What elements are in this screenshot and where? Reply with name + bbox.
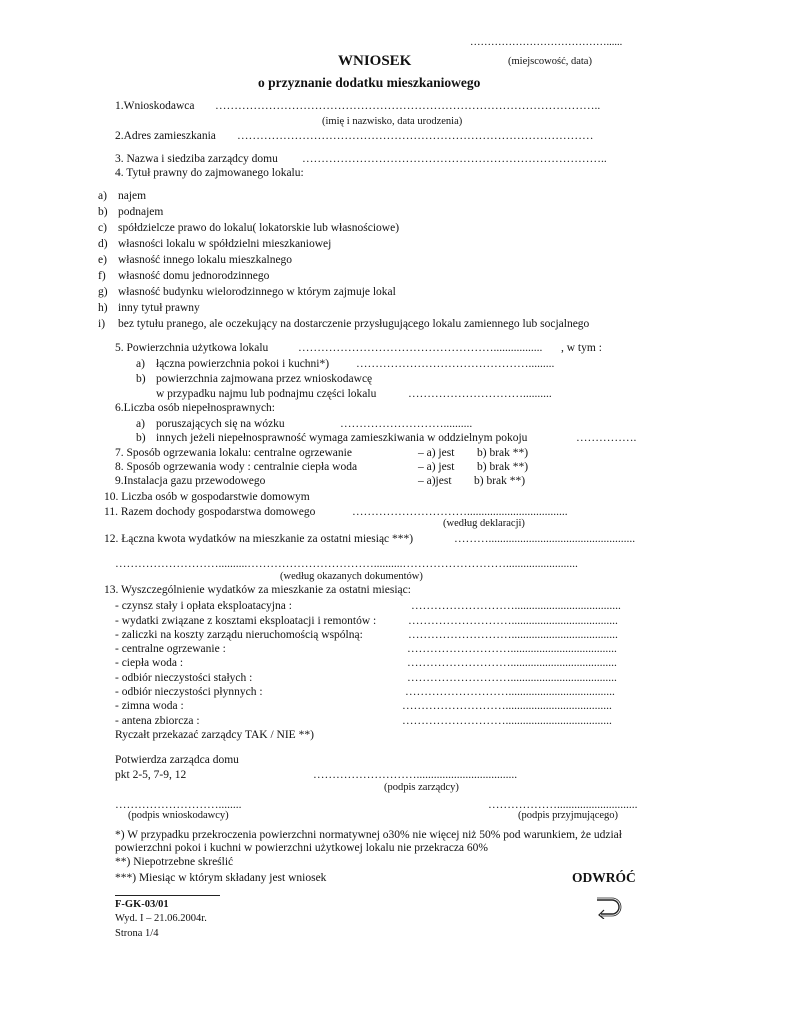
form-page: Strona 1/4 bbox=[115, 928, 159, 939]
q6-label: 6.Liczba osób niepełnosprawnych: bbox=[115, 402, 275, 414]
option-letter: g) bbox=[98, 286, 108, 298]
option-text: własność innego lokalu mieszkalnego bbox=[118, 254, 293, 266]
option-letter: h) bbox=[98, 302, 108, 314]
income-field[interactable]: …………………………................................... bbox=[352, 506, 568, 518]
q6b-letter: b) bbox=[136, 432, 146, 444]
applicant-area-field[interactable]: ………………………….......... bbox=[408, 388, 552, 400]
q11-caption: (według deklaracji) bbox=[443, 518, 525, 529]
form-edition: Wyd. I – 21.06.2004r. bbox=[115, 913, 207, 924]
rooms-area-field[interactable]: ………………………………………......... bbox=[356, 358, 555, 370]
q6a-letter: a) bbox=[136, 418, 145, 430]
option-letter: c) bbox=[98, 222, 107, 234]
footnote-1: *) W przypadku przekroczenia powierzchni normatywnej o30% nie więcej niż 50% pod warunkiem, że udział bbox=[115, 829, 622, 841]
option-letter: i) bbox=[98, 318, 106, 330]
q4-option[interactable] bbox=[98, 190, 147, 203]
turn-over-label: ODWRÓĆ bbox=[572, 870, 636, 885]
place-date-line[interactable]: …………………………………...... bbox=[470, 37, 623, 48]
q9-label: 9.Instalacja gazu przewodowego bbox=[115, 475, 266, 487]
manager-signature-field[interactable]: ………………………................................... bbox=[313, 769, 518, 781]
q2-label: 2.Adres zamieszkania bbox=[115, 130, 216, 142]
q7-option-yes[interactable]: – a) jest bbox=[418, 447, 455, 459]
expense-label: - centralne ogrzewanie : bbox=[115, 643, 226, 655]
option-text: bez tytułu pranego, ale oczekujący na dostarczenie przysługującego lokalu zamiennego lub socjalnego bbox=[118, 318, 590, 330]
lump-sum-choice[interactable]: Ryczałt przekazać zarządcy TAK / NIE **) bbox=[115, 729, 314, 741]
expense-field[interactable]: ………………………..................................... bbox=[407, 657, 617, 669]
footnote-1-cont: powierzchni pokoi i kuchni w powierzchni użytkowej lokalu nie przekracza 60% bbox=[115, 842, 488, 854]
applicant-field[interactable]: ……………………………………………………………………………………….. bbox=[215, 100, 601, 112]
option-text: inny tytuł prawny bbox=[118, 302, 200, 314]
expense-field[interactable]: ………………………..................................... bbox=[407, 672, 617, 684]
q4-option[interactable] bbox=[98, 302, 200, 315]
confirm-points: pkt 2-5, 7-9, 12 bbox=[115, 769, 187, 781]
manager-field[interactable]: …………………………………………………………………….. bbox=[302, 153, 607, 165]
q13-label: 13. Wyszczególnienie wydatków za mieszkanie za ostatni miesiąc: bbox=[104, 584, 411, 596]
option-letter: a) bbox=[98, 190, 107, 202]
option-letter: b) bbox=[98, 206, 108, 218]
expense-label: - odbiór nieczystości stałych : bbox=[115, 672, 253, 684]
expense-field[interactable]: ………………………..................................... bbox=[402, 700, 612, 712]
form-code: F-GK-03/01 bbox=[115, 899, 169, 910]
option-text: własność domu jednorodzinnego bbox=[118, 270, 270, 282]
expenses-field[interactable]: ………................................................... bbox=[454, 533, 636, 545]
manager-signature-caption: (podpis zarządcy) bbox=[384, 782, 459, 793]
q5-label: 5. Powierzchnia użytkowa lokalu bbox=[115, 342, 269, 354]
q9-option-yes[interactable]: – a)jest bbox=[418, 475, 452, 487]
option-text: najem bbox=[118, 190, 147, 202]
q5b-letter: b) bbox=[136, 373, 146, 385]
q4-label: 4. Tytuł prawny do zajmowanego lokalu: bbox=[115, 167, 304, 179]
q4-option[interactable] bbox=[98, 318, 590, 331]
expense-field[interactable]: ………………………..................................... bbox=[408, 629, 618, 641]
address-field[interactable]: ………………………………………………………………………………… bbox=[237, 130, 594, 142]
q6b-text: innych jeżeli niepełnosprawność wymaga zamieszkiwania w oddzielnym pokoju bbox=[156, 432, 528, 444]
wheelchair-field[interactable]: ……………………….......... bbox=[340, 418, 473, 430]
disabled-other-field[interactable]: ……………. bbox=[576, 432, 637, 444]
q4-option[interactable] bbox=[98, 270, 270, 283]
applicant-signature-caption: (podpis wnioskodawcy) bbox=[128, 810, 229, 821]
q6a-text: poruszających się na wózku bbox=[156, 418, 285, 430]
q5-suffix: , w tym : bbox=[561, 342, 602, 354]
q3-label: 3. Nazwa i siedziba zarządcy domu bbox=[115, 153, 278, 165]
q12-caption: (według okazanych dokumentów) bbox=[280, 571, 423, 582]
q4-option[interactable] bbox=[98, 286, 396, 299]
form-subtitle: o przyznanie dodatku mieszkaniowego bbox=[258, 75, 481, 90]
q5b-text: powierzchnia zajmowana przez wnioskodawcę bbox=[156, 373, 373, 385]
option-letter: e) bbox=[98, 254, 107, 266]
form-title: WNIOSEK bbox=[338, 53, 412, 69]
expenses-field-2[interactable]: ………………………..........……………………………..........………………………......................... bbox=[115, 558, 578, 570]
option-text: podnajem bbox=[118, 206, 164, 218]
footnote-3: ***) Miesiąc w którym składany jest wniosek bbox=[115, 872, 327, 884]
footer-divider bbox=[115, 895, 220, 896]
expense-field[interactable]: ………………………..................................... bbox=[402, 715, 612, 727]
confirm-label: Potwierdza zarządca domu bbox=[115, 754, 239, 766]
q9-option-no[interactable]: b) brak **) bbox=[474, 475, 526, 487]
q11-label: 11. Razem dochody gospodarstwa domowego bbox=[104, 506, 316, 518]
option-letter: f) bbox=[98, 270, 106, 282]
option-letter: d) bbox=[98, 238, 108, 250]
footnote-2: **) Niepotrzebne skreślić bbox=[115, 856, 234, 868]
q4-option[interactable] bbox=[98, 238, 332, 251]
receiver-signature-caption: (podpis przyjmującego) bbox=[518, 810, 619, 821]
expense-label: - zaliczki na koszty zarządu nieruchomością wspólną: bbox=[115, 629, 363, 641]
floor-area-field[interactable]: ……………………………………………................. bbox=[298, 342, 543, 354]
expense-field[interactable]: ………………………..................................... bbox=[408, 615, 618, 627]
expense-label: - zimna woda : bbox=[115, 700, 184, 712]
place-date-caption: (miejscowość, data) bbox=[508, 56, 592, 67]
q4-option[interactable] bbox=[98, 254, 293, 267]
expense-label: - ciepła woda : bbox=[115, 657, 184, 669]
turn-over-arrow-icon bbox=[595, 895, 625, 919]
q5a-letter: a) bbox=[136, 358, 145, 370]
expense-label: - odbiór nieczystości płynnych : bbox=[115, 686, 263, 698]
q7-option-no[interactable]: b) brak **) bbox=[477, 447, 529, 459]
option-text: własność budynku wielorodzinnego w którym zajmuje lokal bbox=[118, 286, 396, 298]
q1-caption: (imię i nazwisko, data urodzenia) bbox=[322, 116, 463, 127]
q7-label: 7. Sposób ogrzewania lokalu: centralne ogrzewanie bbox=[115, 447, 352, 459]
q5b-text-2: w przypadku najmu lub podnajmu części lokalu bbox=[156, 388, 377, 400]
expense-label: - wydatki związane z kosztami eksploatacji i remontów : bbox=[115, 615, 377, 627]
applicant-signature-field[interactable]: ………………………........ bbox=[115, 799, 242, 811]
q8-label: 8. Sposób ogrzewania wody : centralnie ciepła woda bbox=[115, 461, 358, 473]
expense-field[interactable]: ………………………..................................... bbox=[405, 686, 615, 698]
q8-option-yes[interactable]: – a) jest bbox=[418, 461, 455, 473]
q10-label: 10. Liczba osób w gospodarstwie domowym bbox=[104, 491, 310, 503]
expense-field[interactable]: ………………………..................................... bbox=[411, 600, 621, 612]
receiver-signature-field[interactable]: ………………............................ bbox=[488, 799, 638, 811]
expense-field[interactable]: ………………………..................................... bbox=[407, 643, 617, 655]
expense-label: - antena zbiorcza : bbox=[115, 715, 200, 727]
q8-option-no[interactable]: b) brak **) bbox=[477, 461, 529, 473]
option-text: spółdzielcze prawo do lokalu( lokatorskie lub własnościowe) bbox=[118, 222, 400, 234]
q1-label: 1.Wnioskodawca bbox=[115, 100, 195, 112]
option-text: własności lokalu w spółdzielni mieszkaniowej bbox=[118, 238, 332, 250]
q4-option[interactable] bbox=[98, 222, 400, 235]
q4-option[interactable] bbox=[98, 206, 164, 219]
q12-label: 12. Łączna kwota wydatków na mieszkanie za ostatni miesiąc ***) bbox=[104, 533, 414, 545]
expense-label: - czynsz stały i opłata eksploatacyjna : bbox=[115, 600, 292, 612]
q5a-text: łączna powierzchnia pokoi i kuchni*) bbox=[156, 358, 330, 370]
